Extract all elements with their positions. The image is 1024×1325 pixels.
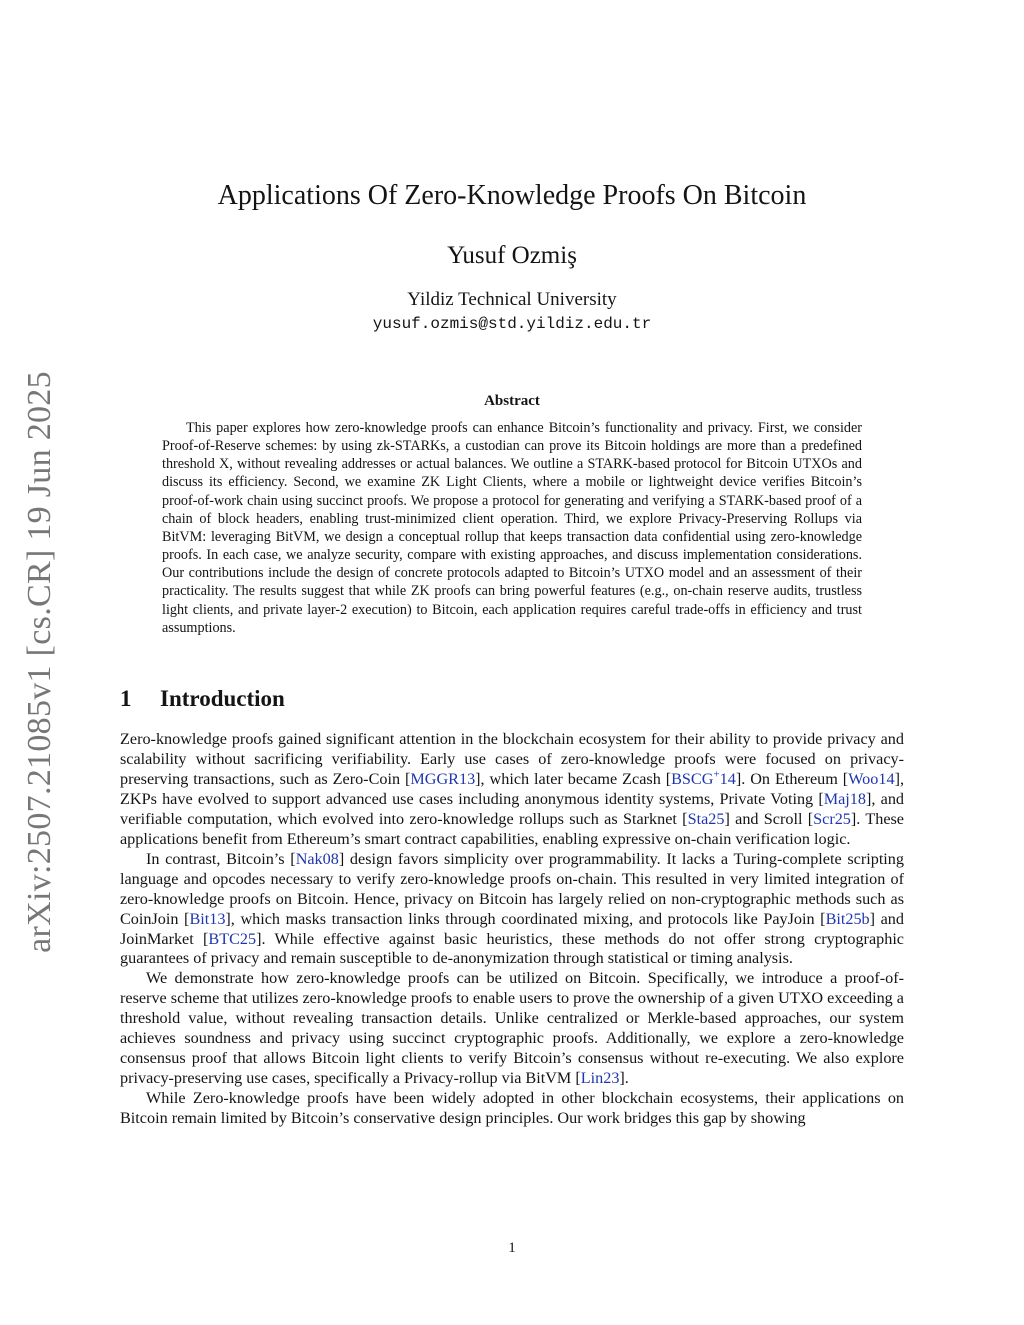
paragraph: While Zero-knowledge proofs have been widely adopted in other blockchain ecosystems, their applications on Bitcoin remain limited by Bitcoin’s conservative design principles. Our work bridges this gap by showing xyxy=(120,1089,904,1128)
author-affiliation: Yildiz Technical University xyxy=(407,289,617,310)
arxiv-identifier: arXiv:2507.21085v1 [cs.CR] 19 Jun 2025 xyxy=(21,371,58,953)
citation-link[interactable]: MGGR13 xyxy=(410,769,476,788)
author-email: yusuf.ozmis@std.yildiz.edu.tr xyxy=(372,315,652,333)
page-number: 1 xyxy=(508,1240,516,1256)
citation-link[interactable]: Maj18 xyxy=(823,789,866,808)
citation-link[interactable]: BSCG+14 xyxy=(671,768,736,788)
citation-link[interactable]: BTC25 xyxy=(208,929,257,948)
paragraph: In contrast, Bitcoin’s [Nak08] design favors simplicity over programmability. It lacks a Turing-complete scripting language and opcodes necessary to verify zero-knowledge proofs on-chain. This resulted in very limited integration of zero-knowledge proofs on Bitcoin. Hence, privacy on Bitcoin has largely relied on non-cryptographic methods such as CoinJoin [Bit13], which masks transaction links through coordinated mixing, and protocols like PayJoin [Bit25b] and JoinMarket [BTC25]. While effective against basic heuristics, these methods do not offer strong cryptographic guarantees of privacy and remain susceptible to de-anonymization through statistical or timing analysis. xyxy=(120,849,904,968)
citation-link[interactable]: Lin23 xyxy=(580,1069,620,1088)
section-heading xyxy=(120,686,285,712)
paragraph: Zero-knowledge proofs gained significant attention in the blockchain ecosystem for their ability to provide privacy and scalability without sacrificing verifiability. Early use cases of zero-knowledge proofs were focused on privacy-preserving transactions, such as Zero-Coin [MGGR13], which later became Zcash [BSCG+14]. On Ethereum [Woo14], ZKPs have evolved to support advanced use cases including anonymous identity systems, Private Voting [Maj18], and verifiable computation, which evolved into zero-knowledge rollups such as Starknet [Sta25] and Scroll [Scr25]. These applications benefit from Ethereum’s smart contract capabilities, enabling expressive on-chain verification logic. xyxy=(120,730,905,848)
citation-link[interactable]: Nak08 xyxy=(295,849,339,868)
introduction-body xyxy=(120,730,904,1129)
citation-link[interactable]: Sta25 xyxy=(687,809,725,828)
author-name: Yusuf Ozmiş xyxy=(447,242,577,269)
abstract-text: This paper explores how zero-knowledge proofs can enhance Bitcoin’s functionality and privacy. First, we consider Proof-of-Reserve schemes: by using zk-STARKs, a custodian can prove its Bitcoin holdings are more than a predefined threshold X, without revealing addresses or actual balances. We outline a STARK-based protocol for Bitcoin UTXOs and discuss its efficiency. Second, we examine ZK Light Clients, where a mobile or lightweight device verifies Bitcoin’s proof-of-work chain using succinct proofs. We propose a protocol for generating and verifying a STARK-based proof of a chain of block headers, enabling trust-minimized client operation. Third, we explore Privacy-Preserving Rollups via BitVM: leveraging BitVM, we design a conceptual rollup that keeps transaction data confidential using zero-knowledge proofs. In each case, we analyze security, compare with existing approaches, and discuss implementation considerations. Our contributions include the design of concrete protocols adapted to Bitcoin’s UTXO model and an assessment of their practicality. The results suggest that while ZK proofs can bring powerful features (e.g., on-chain reserve audits, trustless light clients, and private layer-2 execution) to Bitcoin, each application requires careful trade-offs in efficiency and trust assumptions. xyxy=(162,420,862,636)
citation-link[interactable]: Bit25b xyxy=(825,909,870,928)
paragraph: We demonstrate how zero-knowledge proofs can be utilized on Bitcoin. Specifically, we introduce a proof-of-reserve scheme that utilizes zero-knowledge proofs to enable users to prove the ownership of a given UTXO exceeding a threshold value, without revealing transaction details. Unlike centralized or Merkle-based approaches, our system achieves soundness and privacy using succinct cryptographic proofs. Additionally, we explore a zero-knowledge consensus proof that allows Bitcoin light clients to verify Bitcoin’s consensus without re-executing. We also explore privacy-preserving use cases, specifically a Privacy-rollup via BitVM [Lin23]. xyxy=(120,969,904,1088)
citation-link[interactable]: Woo14 xyxy=(848,769,895,788)
abstract-heading: Abstract xyxy=(484,393,540,409)
paper-title: Applications Of Zero-Knowledge Proofs On Bitcoin xyxy=(217,180,807,211)
citation-link[interactable]: Bit13 xyxy=(189,909,226,928)
citation-link[interactable]: Scr25 xyxy=(813,809,851,828)
section-number: 1 xyxy=(120,686,132,711)
section-title: Introduction xyxy=(160,686,285,711)
